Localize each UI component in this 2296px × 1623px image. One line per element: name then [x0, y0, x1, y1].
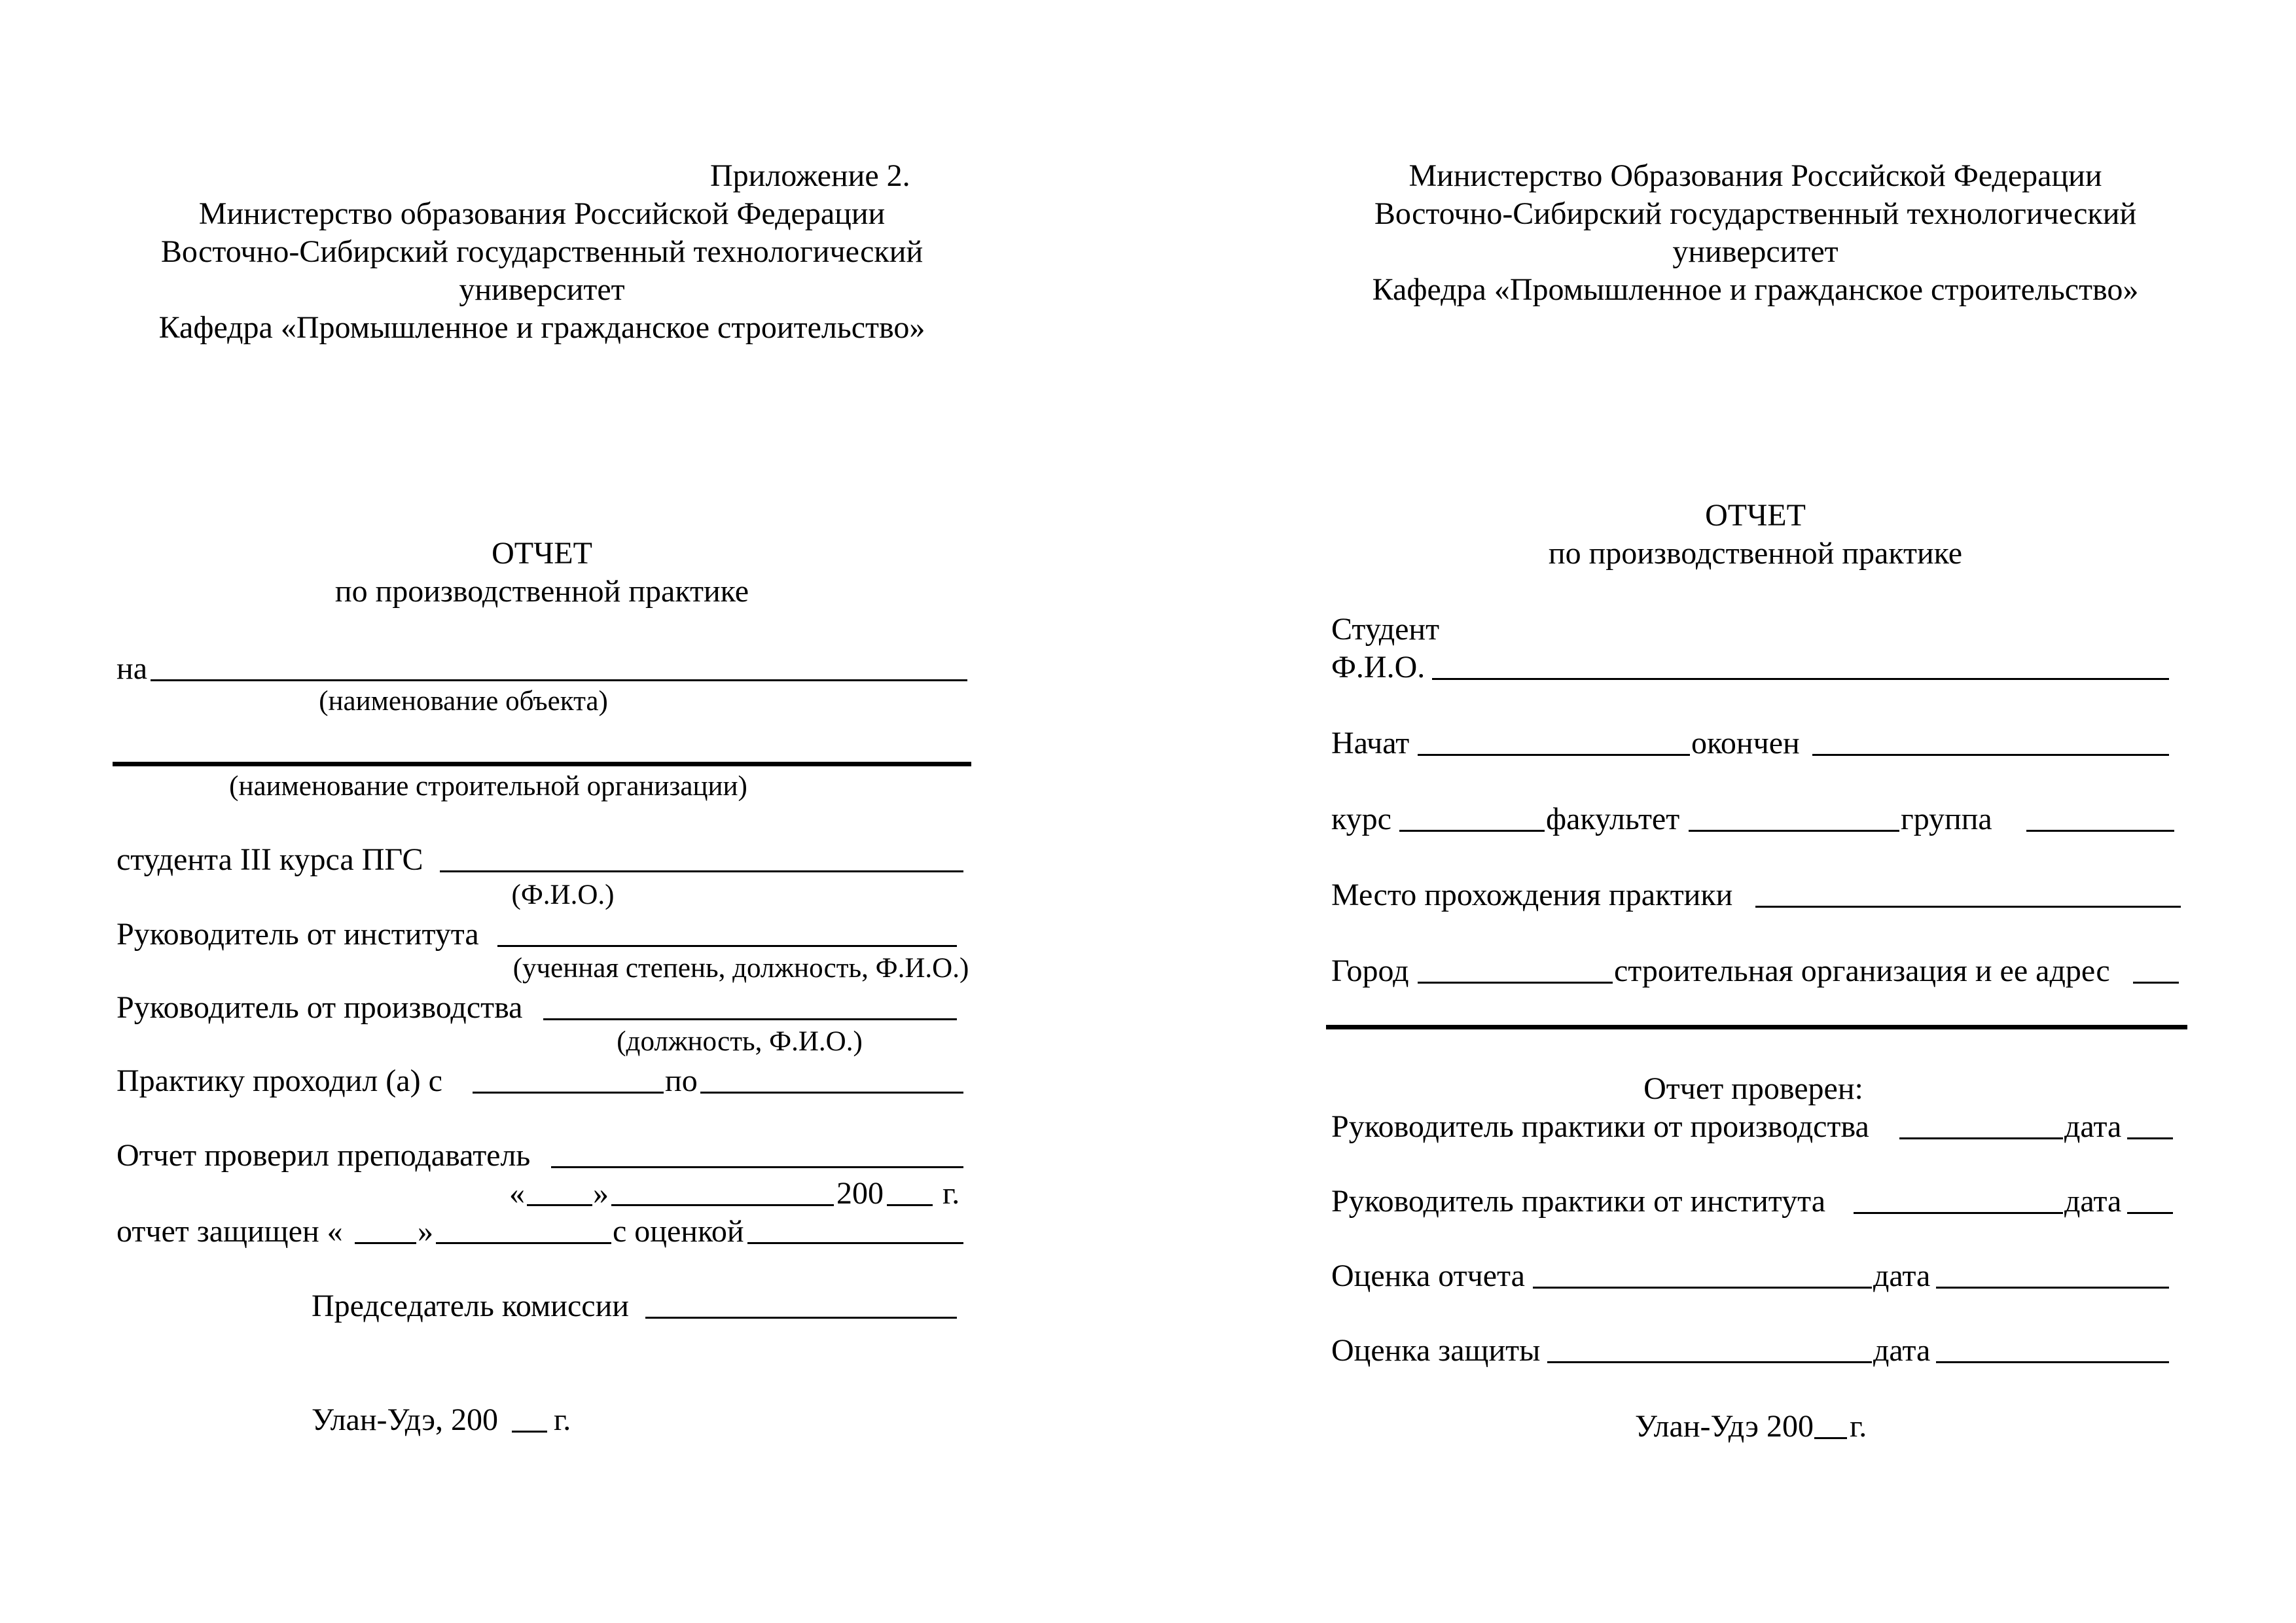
defended-month-fill[interactable]: [436, 1242, 611, 1244]
faculty-label: факультет: [1546, 802, 1680, 836]
defended-day-fill[interactable]: [355, 1242, 416, 1244]
defense-grade-date-fill[interactable]: [1936, 1361, 2169, 1363]
student-caption: (Ф.И.О.): [511, 880, 615, 910]
appendix-label: Приложение 2.: [710, 158, 910, 193]
course-label: курс: [1331, 802, 1391, 836]
student-label: Студент: [1331, 612, 1440, 647]
defense-grade-fill-line[interactable]: [1547, 1361, 1872, 1363]
organization-label: строительная организация и ее адрес: [1614, 954, 2110, 988]
institute-head-caption: (ученная степень, должность, Ф.И.О.): [512, 953, 969, 984]
defense-grade-date-label: дата: [1873, 1333, 1931, 1368]
checked-by-label: Отчет проверил преподаватель: [117, 1138, 531, 1173]
group-fill-line[interactable]: [2026, 830, 2174, 832]
checked-by-fill-line[interactable]: [551, 1166, 963, 1168]
organization-line[interactable]: [113, 762, 971, 766]
department-heading: Кафедра «Промышленное и гражданское строительство»: [1372, 272, 2139, 307]
organization-fill-line[interactable]: [2133, 982, 2179, 984]
city-year-fill[interactable]: [512, 1431, 547, 1433]
report-grade-fill-line[interactable]: [1533, 1287, 1872, 1289]
check-date-day-fill[interactable]: [527, 1204, 592, 1206]
ministry-heading: Министерство Образования Российской Федерации: [1408, 158, 2102, 193]
finished-fill-line[interactable]: [1812, 754, 2169, 756]
practice-to-fill-line[interactable]: [700, 1092, 963, 1094]
production-head-date-fill[interactable]: [2127, 1137, 2173, 1139]
city-year-suffix: г.: [1850, 1409, 1867, 1444]
started-label: Начат: [1331, 726, 1410, 760]
university-heading-line2: университет: [1672, 234, 1839, 269]
production-head-label: Руководитель практики от производства: [1331, 1109, 1869, 1144]
report-grade-date-fill[interactable]: [1936, 1287, 2169, 1289]
started-fill-line[interactable]: [1418, 754, 1690, 756]
organization-address-line[interactable]: [1326, 1025, 2187, 1029]
university-heading-line1: Восточно-Сибирский государственный технологический: [160, 234, 924, 269]
object-caption: (наименование объекта): [319, 686, 608, 717]
place-fill-line[interactable]: [1755, 906, 2181, 908]
city-label: Город: [1331, 954, 1409, 988]
production-head-fill-line[interactable]: [1899, 1137, 2063, 1139]
institute-head-label: Руководитель от института: [117, 917, 479, 952]
student-label: студента III курса ПГС: [117, 842, 423, 877]
group-label: группа: [1901, 802, 1992, 836]
city-year-prefix: Улан-Удэ, 200: [312, 1402, 498, 1437]
defended-label: отчет защищен «: [117, 1214, 343, 1249]
university-heading-line1: Восточно-Сибирский государственный технологический: [1374, 196, 2137, 231]
faculty-fill-line[interactable]: [1689, 830, 1899, 832]
city-year-suffix: г.: [554, 1402, 571, 1437]
object-fill-line[interactable]: [151, 679, 967, 681]
production-head-label: Руководитель от производства: [117, 990, 523, 1025]
check-date-quote-close: »: [593, 1176, 609, 1211]
course-fill-line[interactable]: [1399, 830, 1545, 832]
check-date-year: 200: [836, 1176, 884, 1211]
grade-fill-line[interactable]: [747, 1242, 963, 1244]
defense-grade-label: Оценка защиты: [1331, 1333, 1541, 1368]
production-head-date-label: дата: [2064, 1109, 2122, 1144]
fio-label: Ф.И.О.: [1331, 650, 1426, 685]
practice-from-label: Практику проходил (а) с: [117, 1063, 442, 1098]
city-year-fill[interactable]: [1814, 1437, 1847, 1439]
city-year-prefix: Улан-Удэ 200: [1635, 1409, 1814, 1444]
organization-caption: (наименование строительной организации): [229, 771, 747, 802]
right-page: [1148, 0, 2296, 1623]
institute-head-fill-line[interactable]: [1854, 1212, 2063, 1214]
report-title: ОТЧЕТ: [1705, 498, 1806, 533]
chairman-fill-line[interactable]: [645, 1317, 957, 1319]
report-grade-date-label: дата: [1873, 1258, 1931, 1293]
institute-head-date-label: дата: [2064, 1184, 2122, 1219]
ministry-heading: Министерство образования Российской Федерации: [198, 196, 886, 231]
grade-label: с оценкой: [613, 1214, 744, 1249]
place-label: Место прохождения практики: [1331, 878, 1733, 912]
institute-head-date-fill[interactable]: [2127, 1212, 2173, 1214]
checked-title: Отчет проверен:: [1643, 1071, 1863, 1106]
student-fill-line[interactable]: [440, 870, 963, 872]
production-head-caption: (должность, Ф.И.О.): [617, 1026, 863, 1057]
check-date-quote-open: «: [509, 1176, 525, 1211]
practice-to-label: по: [665, 1063, 698, 1098]
report-grade-label: Оценка отчета: [1331, 1258, 1525, 1293]
check-date-year-fill[interactable]: [887, 1204, 933, 1206]
university-heading-line2: университет: [459, 272, 625, 307]
report-subtitle: по производственной практике: [1548, 536, 1963, 571]
check-date-suffix: г.: [942, 1176, 960, 1211]
finished-label: окончен: [1691, 726, 1800, 760]
production-head-fill-line[interactable]: [543, 1018, 957, 1020]
report-subtitle: по производственной практике: [334, 574, 749, 609]
institute-head-label: Руководитель практики от института: [1331, 1184, 1826, 1219]
department-heading: Кафедра «Промышленное и гражданское строительство»: [158, 310, 925, 345]
institute-head-fill-line[interactable]: [497, 945, 957, 947]
chairman-label: Председатель комиссии: [312, 1289, 629, 1323]
object-label: на: [117, 651, 147, 686]
fio-fill-line[interactable]: [1432, 678, 2169, 680]
check-date-month-fill[interactable]: [611, 1204, 834, 1206]
city-fill-line[interactable]: [1418, 982, 1613, 984]
defended-quote-close: »: [418, 1214, 433, 1249]
report-title: ОТЧЕТ: [492, 536, 592, 571]
practice-from-fill-line[interactable]: [473, 1092, 664, 1094]
